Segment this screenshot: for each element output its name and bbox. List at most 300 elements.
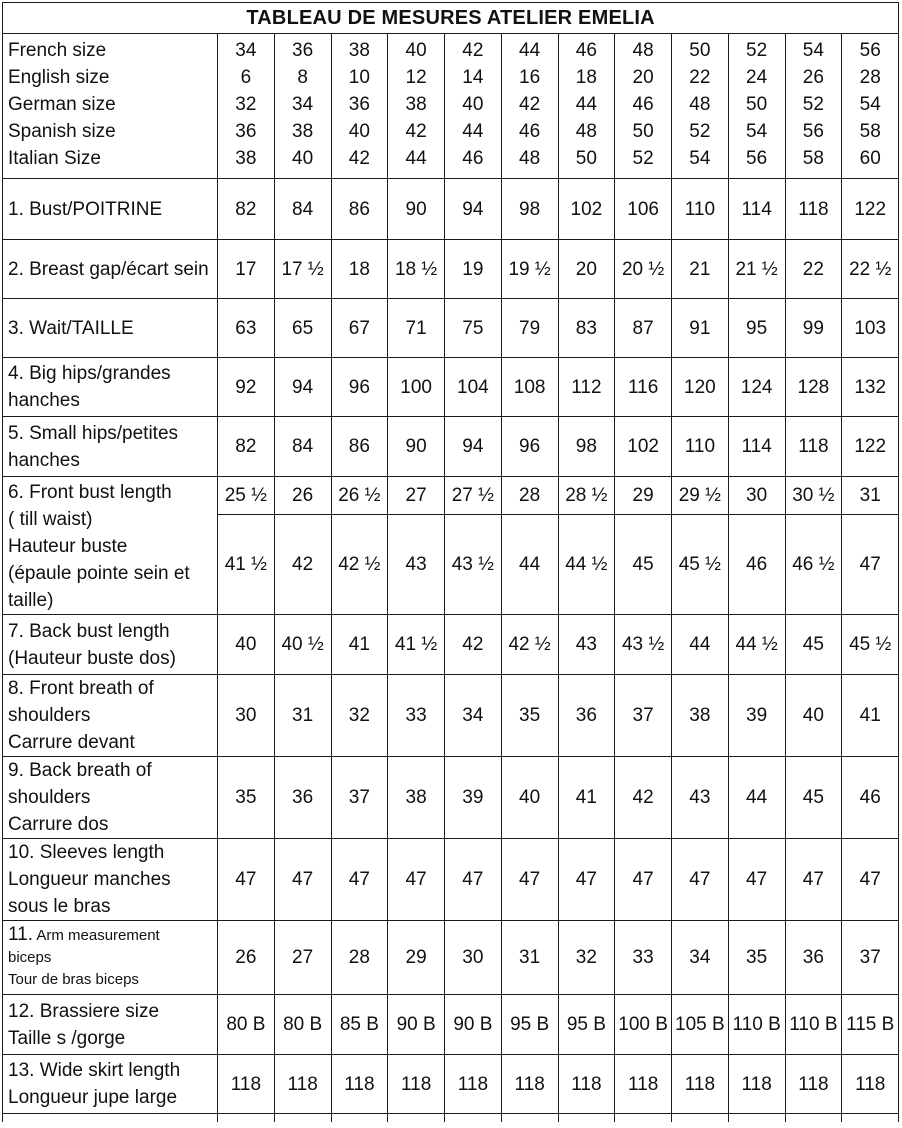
value-cell: 60 xyxy=(842,145,899,179)
value-cell: 29 xyxy=(615,477,672,515)
label-line: 7. Back bust length xyxy=(8,620,170,642)
value-cell: 27 ½ xyxy=(445,477,502,515)
value-cell: 18 ½ xyxy=(388,240,445,299)
value-cell: 118 xyxy=(728,1055,785,1114)
value-cell: 35 xyxy=(218,757,275,839)
value-cell: 42 ½ xyxy=(331,515,388,615)
value-cell: 50 xyxy=(728,91,785,118)
value-cell: 47 xyxy=(388,839,445,921)
value-cell: 28 xyxy=(501,477,558,515)
value-cell: 38 xyxy=(388,757,445,839)
value-cell: 35 xyxy=(501,675,558,757)
value-cell: 118 xyxy=(274,1055,331,1114)
value-cell: 44 ½ xyxy=(558,515,615,615)
value-cell: 36 xyxy=(331,91,388,118)
value-cell: 22 xyxy=(672,64,729,91)
value-cell: 34 xyxy=(672,921,729,995)
value-cell: 48 xyxy=(501,145,558,179)
value-cell: 42 xyxy=(615,757,672,839)
value-cell: 47 xyxy=(842,839,899,921)
value-cell: 44 xyxy=(501,34,558,65)
label-line: Carrure dos xyxy=(8,814,109,835)
value-cell: 42 xyxy=(331,145,388,179)
value-cell: 86 xyxy=(331,417,388,477)
value-cell: 56 xyxy=(842,34,899,65)
value-cell: 30 xyxy=(728,477,785,515)
value-cell: 115 B xyxy=(842,995,899,1055)
value-cell: 41 ½ xyxy=(218,515,275,615)
value-cell: 32 xyxy=(218,91,275,118)
value-cell: 56 xyxy=(785,118,842,145)
value-cell: 47 xyxy=(501,839,558,921)
label-line: shoulders xyxy=(8,705,91,726)
value-cell: 54 xyxy=(672,145,729,179)
value-cell: 50 xyxy=(672,34,729,65)
value-cell: 96 xyxy=(331,358,388,417)
value-cell: 118 xyxy=(672,1055,729,1114)
measurement-chart xyxy=(2,2,898,1122)
label-line: Hauteur buste xyxy=(8,536,128,557)
value-cell: 44 xyxy=(388,145,445,179)
value-cell: 47 xyxy=(218,839,275,921)
measure-label xyxy=(3,675,218,757)
value-cell: 58 xyxy=(842,118,899,145)
value-cell: 42 ½ xyxy=(501,615,558,675)
value-cell: 110 xyxy=(672,179,729,240)
value-cell: 50 xyxy=(558,145,615,179)
value-cell: 116 xyxy=(615,358,672,417)
label-line: sous le bras xyxy=(8,896,111,917)
measure-label: 2. Breast gap/écart sein xyxy=(3,240,218,299)
value-cell: 44 xyxy=(728,757,785,839)
value-cell: 94 xyxy=(445,417,502,477)
value-cell: 112 xyxy=(558,358,615,417)
value-cell: 27 xyxy=(274,921,331,995)
value-cell: 122 xyxy=(842,417,899,477)
value-cell: 27 xyxy=(388,477,445,515)
value-cell: 39 xyxy=(445,757,502,839)
label-line: (Hauteur buste dos) xyxy=(8,647,176,669)
value-cell: 118 xyxy=(615,1055,672,1114)
empty-cell xyxy=(331,1114,388,1123)
value-cell: 41 xyxy=(558,757,615,839)
value-cell: 36 xyxy=(274,34,331,65)
value-cell: 40 xyxy=(445,91,502,118)
value-cell: 30 xyxy=(445,921,502,995)
value-cell: 98 xyxy=(558,417,615,477)
measure-label: 5. Small hips/petites hanches xyxy=(3,417,218,477)
value-cell: 40 ½ xyxy=(274,615,331,675)
measure-row-front-shoulders xyxy=(3,675,899,757)
value-cell: 29 xyxy=(388,921,445,995)
value-cell: 18 xyxy=(331,240,388,299)
value-cell: 34 xyxy=(218,34,275,65)
value-cell: 32 xyxy=(558,921,615,995)
value-cell: 32 xyxy=(331,675,388,757)
value-cell: 47 xyxy=(842,515,899,615)
label-line: 12. Brassiere size xyxy=(8,1000,160,1022)
value-cell: 41 ½ xyxy=(388,615,445,675)
value-cell: 99 xyxy=(785,299,842,358)
value-cell: 43 xyxy=(388,515,445,615)
value-cell: 42 xyxy=(445,615,502,675)
label-line: Taille s /gorge xyxy=(8,1027,126,1049)
measure-label xyxy=(3,757,218,839)
value-cell: 118 xyxy=(445,1055,502,1114)
label-number: 11. xyxy=(8,924,34,945)
empty-cell xyxy=(501,1114,558,1123)
value-cell: 41 xyxy=(331,615,388,675)
value-cell: 37 xyxy=(331,757,388,839)
value-cell: 44 ½ xyxy=(728,615,785,675)
value-cell: 44 xyxy=(558,91,615,118)
value-cell: 47 xyxy=(445,839,502,921)
value-cell: 33 xyxy=(615,921,672,995)
measure-row-breast-gap xyxy=(3,240,899,299)
size-row xyxy=(3,91,899,118)
value-cell: 25 ½ xyxy=(218,477,275,515)
measure-row-bust xyxy=(3,179,899,240)
value-cell: 92 xyxy=(218,358,275,417)
value-cell: 46 xyxy=(445,145,502,179)
value-cell: 38 xyxy=(331,34,388,65)
value-cell: 26 xyxy=(274,477,331,515)
value-cell: 31 xyxy=(501,921,558,995)
measure-label: 4. Big hips/grandes hanches xyxy=(3,358,218,417)
value-cell: 19 ½ xyxy=(501,240,558,299)
value-cell: 30 xyxy=(218,675,275,757)
value-cell: 47 xyxy=(785,839,842,921)
value-cell: 118 xyxy=(785,179,842,240)
value-cell: 44 xyxy=(445,118,502,145)
label-line: 6. Front bust length xyxy=(8,482,172,503)
value-cell: 46 xyxy=(501,118,558,145)
value-cell: 87 xyxy=(615,299,672,358)
value-cell: 48 xyxy=(615,34,672,65)
value-cell: 38 xyxy=(672,675,729,757)
label-line: Carrure devant xyxy=(8,732,135,753)
value-cell: 48 xyxy=(558,118,615,145)
value-cell: 26 xyxy=(785,64,842,91)
cropped-row xyxy=(3,1114,899,1123)
measure-label xyxy=(3,839,218,921)
measure-row-back-shoulders xyxy=(3,757,899,839)
value-cell: 37 xyxy=(615,675,672,757)
value-cell: 28 ½ xyxy=(558,477,615,515)
value-cell: 54 xyxy=(785,34,842,65)
value-cell: 38 xyxy=(218,145,275,179)
label-line: 9. Back breath of xyxy=(8,760,152,781)
value-cell: 44 xyxy=(672,615,729,675)
measure-row-back-bust xyxy=(3,615,899,675)
value-cell: 40 xyxy=(388,34,445,65)
measure-label: 1. Bust/POITRINE xyxy=(3,179,218,240)
value-cell: 52 xyxy=(728,34,785,65)
value-cell: 63 xyxy=(218,299,275,358)
value-cell: 82 xyxy=(218,179,275,240)
measure-label xyxy=(3,477,218,615)
empty-cell xyxy=(842,1114,899,1123)
value-cell: 95 B xyxy=(501,995,558,1055)
value-cell: 16 xyxy=(501,64,558,91)
value-cell: 110 B xyxy=(728,995,785,1055)
empty-cell xyxy=(558,1114,615,1123)
value-cell: 33 xyxy=(388,675,445,757)
value-cell: 122 xyxy=(842,179,899,240)
value-cell: 83 xyxy=(558,299,615,358)
value-cell: 30 ½ xyxy=(785,477,842,515)
value-cell: 67 xyxy=(331,299,388,358)
label-line: biceps xyxy=(8,949,52,966)
size-row xyxy=(3,64,899,91)
value-cell: 44 xyxy=(501,515,558,615)
value-cell: 118 xyxy=(842,1055,899,1114)
value-cell: 105 B xyxy=(672,995,729,1055)
value-cell: 47 xyxy=(558,839,615,921)
value-cell: 45 xyxy=(615,515,672,615)
value-cell: 31 xyxy=(274,675,331,757)
value-cell: 95 B xyxy=(558,995,615,1055)
label-line: 13. Wide skirt length xyxy=(8,1060,181,1081)
value-cell: 31 xyxy=(842,477,899,515)
size-label: French size xyxy=(3,34,218,65)
empty-cell xyxy=(3,1114,218,1123)
value-cell: 102 xyxy=(558,179,615,240)
value-cell: 54 xyxy=(728,118,785,145)
value-cell: 96 xyxy=(501,417,558,477)
measure-label xyxy=(3,1055,218,1114)
value-cell: 90 B xyxy=(388,995,445,1055)
measurement-table xyxy=(2,2,899,1122)
value-cell: 40 xyxy=(274,145,331,179)
label-line: Longueur jupe large xyxy=(8,1087,178,1108)
empty-cell xyxy=(218,1114,275,1123)
value-cell: 34 xyxy=(274,91,331,118)
value-cell: 114 xyxy=(728,179,785,240)
empty-cell xyxy=(445,1114,502,1123)
value-cell: 45 ½ xyxy=(672,515,729,615)
value-cell: 26 ½ xyxy=(331,477,388,515)
measure-row-front-bust xyxy=(3,477,899,515)
value-cell: 18 xyxy=(558,64,615,91)
value-cell: 120 xyxy=(672,358,729,417)
value-cell: 17 xyxy=(218,240,275,299)
value-cell: 34 xyxy=(445,675,502,757)
value-cell: 52 xyxy=(785,91,842,118)
value-cell: 82 xyxy=(218,417,275,477)
value-cell: 35 xyxy=(728,921,785,995)
value-cell: 80 B xyxy=(218,995,275,1055)
value-cell: 118 xyxy=(501,1055,558,1114)
value-cell: 22 ½ xyxy=(842,240,899,299)
value-cell: 58 xyxy=(785,145,842,179)
label-line: (épaule pointe sein et taille) xyxy=(8,563,190,611)
value-cell: 100 xyxy=(388,358,445,417)
value-cell: 104 xyxy=(445,358,502,417)
value-cell: 42 xyxy=(388,118,445,145)
value-cell: 47 xyxy=(615,839,672,921)
size-label: English size xyxy=(3,64,218,91)
value-cell: 84 xyxy=(274,179,331,240)
value-cell: 19 xyxy=(445,240,502,299)
value-cell: 48 xyxy=(672,91,729,118)
value-cell: 114 xyxy=(728,417,785,477)
value-cell: 28 xyxy=(331,921,388,995)
value-cell: 108 xyxy=(501,358,558,417)
value-cell: 118 xyxy=(331,1055,388,1114)
measure-row-skirt xyxy=(3,1055,899,1114)
value-cell: 86 xyxy=(331,179,388,240)
value-cell: 26 xyxy=(218,921,275,995)
value-cell: 118 xyxy=(558,1055,615,1114)
value-cell: 40 xyxy=(785,675,842,757)
value-cell: 21 ½ xyxy=(728,240,785,299)
value-cell: 36 xyxy=(274,757,331,839)
value-cell: 40 xyxy=(501,757,558,839)
label-line: 10. Sleeves length xyxy=(8,842,165,863)
empty-cell xyxy=(728,1114,785,1123)
empty-cell xyxy=(274,1114,331,1123)
value-cell: 37 xyxy=(842,921,899,995)
value-cell: 85 B xyxy=(331,995,388,1055)
value-cell: 20 xyxy=(558,240,615,299)
value-cell: 128 xyxy=(785,358,842,417)
value-cell: 24 xyxy=(728,64,785,91)
value-cell: 118 xyxy=(785,417,842,477)
value-cell: 45 ½ xyxy=(842,615,899,675)
value-cell: 46 xyxy=(728,515,785,615)
value-cell: 36 xyxy=(218,118,275,145)
value-cell: 79 xyxy=(501,299,558,358)
label-line: Longueur manches xyxy=(8,869,171,890)
measure-row-sleeves xyxy=(3,839,899,921)
value-cell: 47 xyxy=(728,839,785,921)
size-label: Spanish size xyxy=(3,118,218,145)
value-cell: 43 xyxy=(558,615,615,675)
value-cell: 14 xyxy=(445,64,502,91)
value-cell: 118 xyxy=(218,1055,275,1114)
measure-label xyxy=(3,615,218,675)
empty-cell xyxy=(672,1114,729,1123)
measure-row-arm xyxy=(3,921,899,995)
value-cell: 20 xyxy=(615,64,672,91)
value-cell: 42 xyxy=(445,34,502,65)
value-cell: 103 xyxy=(842,299,899,358)
value-cell: 75 xyxy=(445,299,502,358)
value-cell: 90 xyxy=(388,179,445,240)
value-cell: 132 xyxy=(842,358,899,417)
value-cell: 94 xyxy=(274,358,331,417)
value-cell: 12 xyxy=(388,64,445,91)
value-cell: 47 xyxy=(331,839,388,921)
value-cell: 80 B xyxy=(274,995,331,1055)
value-cell: 6 xyxy=(218,64,275,91)
value-cell: 56 xyxy=(728,145,785,179)
value-cell: 36 xyxy=(785,921,842,995)
value-cell: 46 xyxy=(842,757,899,839)
value-cell: 50 xyxy=(615,118,672,145)
value-cell: 90 xyxy=(388,417,445,477)
value-cell: 40 xyxy=(331,118,388,145)
value-cell: 8 xyxy=(274,64,331,91)
value-cell: 45 xyxy=(785,757,842,839)
measure-label: 3. Wait/TAILLE xyxy=(3,299,218,358)
label-line: ( till waist) xyxy=(8,509,93,530)
value-cell: 71 xyxy=(388,299,445,358)
value-cell: 47 xyxy=(274,839,331,921)
value-cell: 40 xyxy=(218,615,275,675)
value-cell: 110 B xyxy=(785,995,842,1055)
label-line: Arm measurement xyxy=(33,927,160,944)
value-cell: 52 xyxy=(615,145,672,179)
value-cell: 100 B xyxy=(615,995,672,1055)
value-cell: 118 xyxy=(388,1055,445,1114)
value-cell: 28 xyxy=(842,64,899,91)
empty-cell xyxy=(785,1114,842,1123)
value-cell: 95 xyxy=(728,299,785,358)
value-cell: 46 xyxy=(615,91,672,118)
value-cell: 21 xyxy=(672,240,729,299)
value-cell: 38 xyxy=(388,91,445,118)
measure-label xyxy=(3,995,218,1055)
value-cell: 38 xyxy=(274,118,331,145)
value-cell: 10 xyxy=(331,64,388,91)
value-cell: 90 B xyxy=(445,995,502,1055)
value-cell: 54 xyxy=(842,91,899,118)
empty-cell xyxy=(615,1114,672,1123)
value-cell: 29 ½ xyxy=(672,477,729,515)
table-title: TABLEAU DE MESURES ATELIER EMELIA xyxy=(3,3,899,34)
label-line: shoulders xyxy=(8,787,91,808)
value-cell: 102 xyxy=(615,417,672,477)
value-cell: 42 xyxy=(274,515,331,615)
label-line: Tour de bras biceps xyxy=(8,971,139,988)
size-row xyxy=(3,118,899,145)
value-cell: 46 ½ xyxy=(785,515,842,615)
value-cell: 45 xyxy=(785,615,842,675)
value-cell: 17 ½ xyxy=(274,240,331,299)
label-line: 8. Front breath of xyxy=(8,678,154,699)
value-cell: 43 ½ xyxy=(445,515,502,615)
value-cell: 39 xyxy=(728,675,785,757)
size-row xyxy=(3,34,899,65)
value-cell: 46 xyxy=(558,34,615,65)
value-cell: 110 xyxy=(672,417,729,477)
value-cell: 20 ½ xyxy=(615,240,672,299)
value-cell: 36 xyxy=(558,675,615,757)
value-cell: 98 xyxy=(501,179,558,240)
value-cell: 118 xyxy=(785,1055,842,1114)
value-cell: 84 xyxy=(274,417,331,477)
value-cell: 94 xyxy=(445,179,502,240)
value-cell: 124 xyxy=(728,358,785,417)
value-cell: 43 ½ xyxy=(615,615,672,675)
value-cell: 22 xyxy=(785,240,842,299)
measure-row-big-hips xyxy=(3,358,899,417)
size-row xyxy=(3,145,899,179)
value-cell: 91 xyxy=(672,299,729,358)
measure-row-small-hips xyxy=(3,417,899,477)
value-cell: 52 xyxy=(672,118,729,145)
measure-label xyxy=(3,921,218,995)
value-cell: 43 xyxy=(672,757,729,839)
value-cell: 106 xyxy=(615,179,672,240)
size-label: Italian Size xyxy=(3,145,218,179)
empty-cell xyxy=(388,1114,445,1123)
value-cell: 65 xyxy=(274,299,331,358)
measure-row-waist xyxy=(3,299,899,358)
value-cell: 42 xyxy=(501,91,558,118)
